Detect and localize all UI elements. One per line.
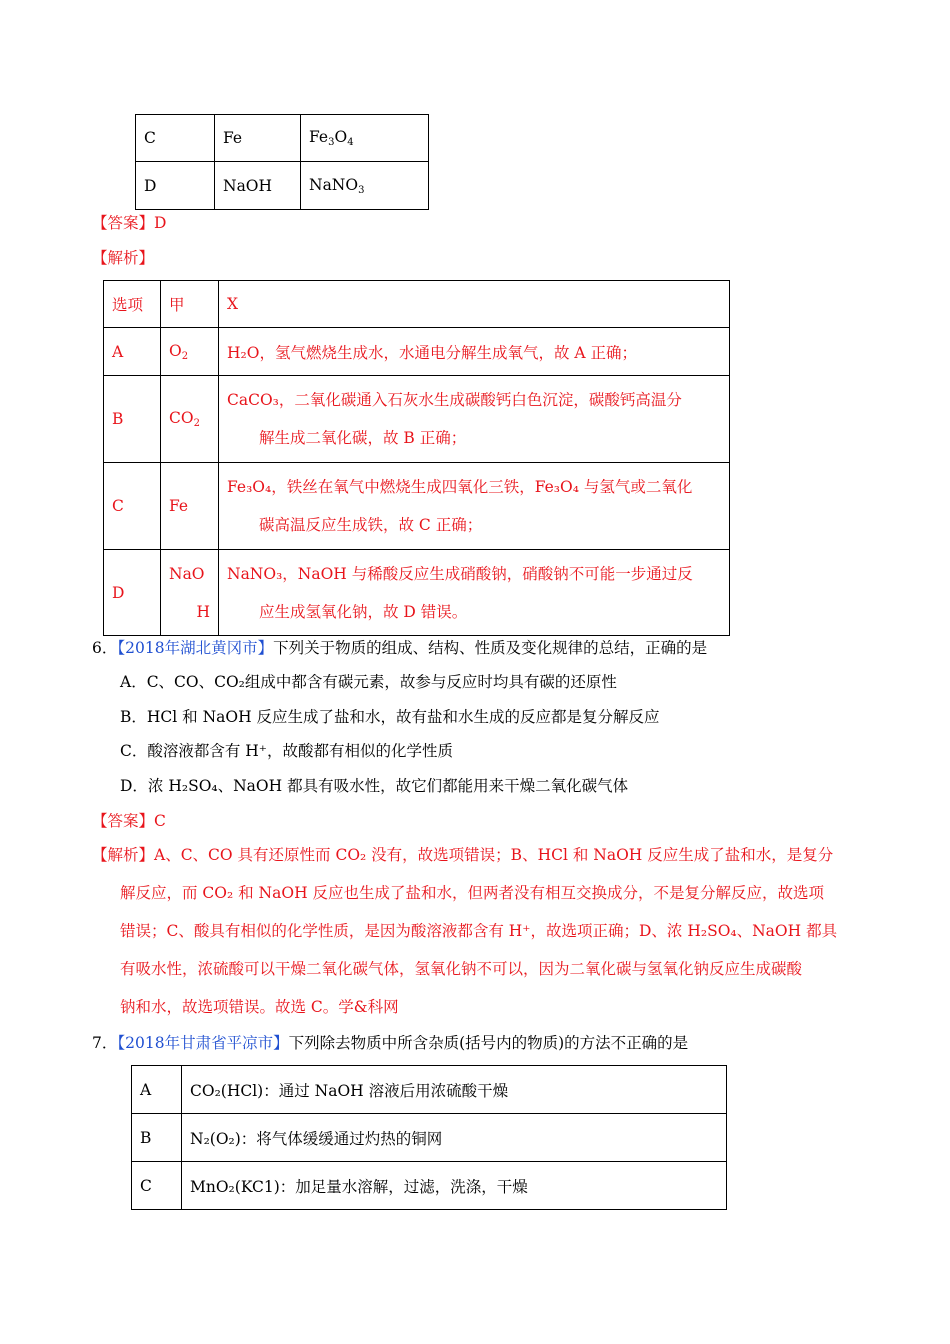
table-cell: A <box>132 1066 182 1114</box>
answer-label: 【答案】 <box>92 214 155 232</box>
formula-subscript: 2 <box>193 418 200 429</box>
cell-line: 碳高温反应生成铁，故 C 正确； <box>259 516 483 534</box>
top-options-table <box>135 114 429 210</box>
table-cell: D <box>136 162 215 210</box>
table-cell <box>301 115 429 162</box>
question-text: 下列除去物质中所含杂质(括号内的物质)的方法不正确的是 <box>288 1034 689 1052</box>
option-d: D．浓 H₂SO₄、NaOH 都具有吸水性，故它们都能用来干燥二氧化碳气体 <box>120 777 629 795</box>
question-7-stem <box>92 1032 688 1054</box>
formula-part: Fe <box>309 128 329 146</box>
option-c: C．酸溶液都含有 H⁺，故酸都有相似的化学性质 <box>120 742 453 760</box>
analysis-line: 解反应，而 CO₂ 和 NaOH 反应也生成了盐和水，但两者没有相互交换成分，不是复分解反应，故选项 <box>120 884 825 902</box>
cell-line: 应生成氢氧化钠，故 D 错误。 <box>259 602 468 621</box>
table-cell: H₂O，氢气燃烧生成水，水通电分解生成氧气，故 A 正确； <box>219 328 730 376</box>
table-cell: Fe <box>215 115 301 162</box>
table-cell <box>161 550 219 636</box>
formula-part: NaNO <box>309 175 359 194</box>
table-cell: C <box>132 1162 182 1210</box>
table-cell: NaOH <box>215 162 301 210</box>
analysis-label: 【解析】 <box>92 249 155 267</box>
answer-line <box>92 212 166 234</box>
option-a: A．C、CO、CO₂组成中都含有碳元素，故参与反应时均具有碳的还原性 <box>120 673 617 691</box>
table-cell <box>219 376 730 463</box>
table-cell <box>219 550 730 636</box>
table-header: 选项 <box>104 281 161 328</box>
formula-subscript: 4 <box>347 137 354 148</box>
question-text: 下列关于物质的组成、结构、性质及变化规律的总结，正确的是 <box>273 639 708 657</box>
table-cell <box>301 162 429 210</box>
formula-part: O <box>334 128 348 146</box>
answer-value: D <box>154 214 167 232</box>
table-cell: D <box>104 550 161 636</box>
table-cell: B <box>132 1114 182 1162</box>
question-source: 【2018年湖北黄冈市】 <box>117 639 274 657</box>
table-cell: C <box>104 463 161 550</box>
answer-label: 【答案】 <box>92 812 155 830</box>
answer-value: C <box>154 812 166 830</box>
formula-part: O <box>169 341 182 360</box>
q7-options-table <box>131 1065 727 1210</box>
table-header: X <box>219 281 730 328</box>
analysis-paragraph <box>92 836 872 1026</box>
option-b: B．HCl 和 NaOH 反应生成了盐和水，故有盐和水生成的反应都是复分解反应 <box>120 708 660 726</box>
question-number: 6． <box>92 639 118 657</box>
analysis-table <box>103 280 730 636</box>
table-cell: N₂(O₂)：将气体缓缓通过灼热的铜网 <box>182 1114 727 1162</box>
cell-line: H <box>196 602 210 621</box>
table-cell <box>219 463 730 550</box>
table-cell <box>161 328 219 376</box>
analysis-line: 【解析】A、C、CO 具有还原性而 CO₂ 没有，故选项错误；B、HCl 和 NaOH 反应生成了盐和水，是复分 <box>92 846 834 864</box>
table-cell: CO₂(HCl)：通过 NaOH 溶液后用浓硫酸干燥 <box>182 1066 727 1114</box>
cell-line: 解生成二氧化碳，故 B 正确； <box>259 429 467 447</box>
analysis-line: 有吸水性，浓硫酸可以干燥二氧化碳气体，氢氧化钠不可以，因为二氧化碳与氢氧化钠反应生成碳酸 <box>120 960 803 978</box>
cell-line: CaCO₃，二氧化碳通入石灰水生成碳酸钙白色沉淀，碳酸钙高温分 <box>227 391 682 409</box>
answer-line <box>92 810 166 832</box>
analysis-line: 钠和水，故选项错误。故选 C。学&科网 <box>120 998 399 1016</box>
analysis-line: 错误；C、酸具有相似的化学性质，是因为酸溶液都含有 H⁺，故选项正确；D、浓 H₂SO₄、NaOH 都具 <box>120 922 838 940</box>
cell-line: NaNO₃，NaOH 与稀酸反应生成硝酸钠，硝酸钠不可能一步通过反 <box>227 564 693 583</box>
table-cell <box>161 376 219 463</box>
formula-part: CO <box>169 409 194 427</box>
table-header: 甲 <box>161 281 219 328</box>
formula-subscript: 3 <box>328 137 335 148</box>
cell-line: Fe₃O₄，铁丝在氧气中燃烧生成四氧化三铁，Fe₃O₄ 与氢气或二氧化 <box>227 478 693 496</box>
formula-subscript: 2 <box>181 350 189 362</box>
question-source: 【2018年甘肃省平凉市】 <box>117 1034 289 1052</box>
table-cell: B <box>104 376 161 463</box>
formula-subscript: 3 <box>358 184 365 196</box>
table-cell: C <box>136 115 215 162</box>
table-cell: A <box>104 328 161 376</box>
question-6-stem <box>92 637 707 659</box>
cell-line: NaO <box>169 564 205 583</box>
table-cell: Fe <box>161 463 219 550</box>
table-cell: MnO₂(KC1)：加足量水溶解，过滤，洗涤，干燥 <box>182 1162 727 1210</box>
question-number: 7． <box>92 1034 118 1052</box>
